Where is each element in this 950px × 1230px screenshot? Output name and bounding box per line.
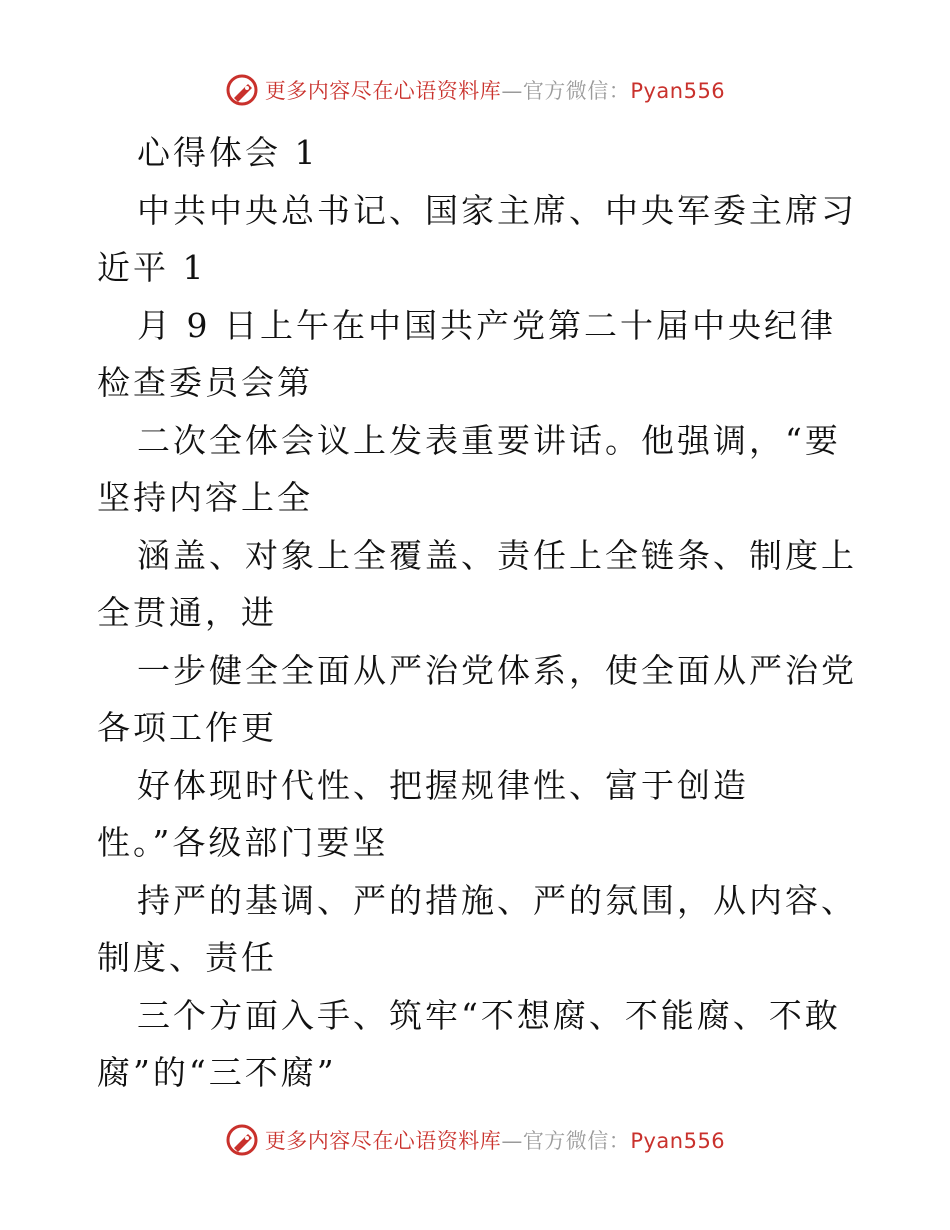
- paragraph: 持严的基调、严的措施、严的氛围，从内容、制度、责任: [97, 880, 857, 977]
- banner-wechat-label: 官方微信：: [522, 1129, 631, 1153]
- banner-wechat-label: 官方微信：: [522, 79, 631, 103]
- banner-wechat-id: Pyan556: [630, 79, 726, 103]
- banner-wechat-id: Pyan556: [630, 1129, 726, 1153]
- paragraph: 涵盖、对象上全覆盖、责任上全链条、制度上全贯通，进: [97, 535, 857, 632]
- pen-nib-logo-icon: [225, 73, 259, 107]
- banner-separator: —: [501, 1129, 523, 1153]
- paragraph: 月 9 日上午在中国共产党第二十届中央纪律检查委员会第: [97, 305, 836, 402]
- footer-banner: [0, 1120, 950, 1160]
- paragraph: 中共中央总书记、国家主席、中央军委主席习近平 1: [97, 190, 857, 287]
- header-banner: [0, 70, 950, 110]
- document-body: [97, 124, 857, 1102]
- paragraph: 一步健全全面从严治党体系，使全面从严治党各项工作更: [97, 650, 857, 747]
- paragraph: 好体现时代性、把握规律性、富于创造性。”各级部门要坚: [97, 765, 749, 862]
- banner-text: [265, 1125, 725, 1155]
- paragraph: 三个方面入手、筑牢“不想腐、不能腐、不敢腐”的“三不腐”: [97, 995, 841, 1092]
- pen-nib-logo-icon: [225, 1123, 259, 1157]
- banner-brand-text: 更多内容尽在心语资料库: [264, 1129, 502, 1153]
- paragraph-title: 心得体会 1: [137, 133, 319, 172]
- banner-brand-text: 更多内容尽在心语资料库: [264, 79, 502, 103]
- paragraph: 二次全体会议上发表重要讲话。他强调，“要坚持内容上全: [97, 420, 841, 517]
- banner-text: [265, 75, 725, 105]
- banner-separator: —: [501, 79, 523, 103]
